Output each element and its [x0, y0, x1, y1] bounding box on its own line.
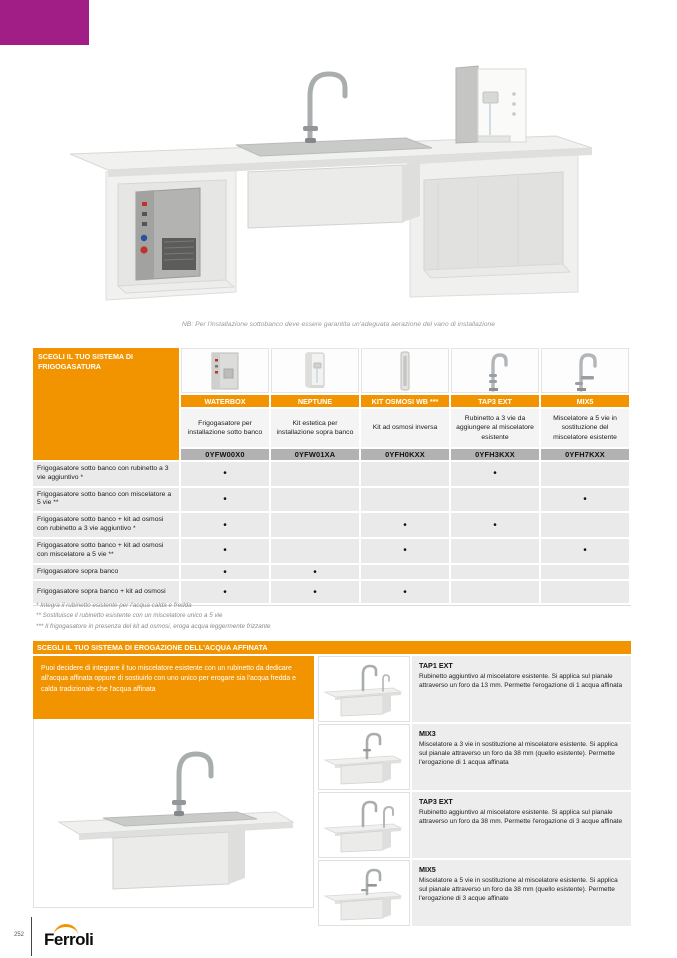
mark-cell: •	[181, 462, 269, 486]
column-waterbox	[181, 348, 269, 460]
mark-cell	[361, 488, 449, 512]
column-description: Rubinetto a 3 vie da aggiungere al miscelatore esistente	[451, 409, 539, 447]
row-label: Frigogasatore sotto banco + kit ad osmosi con rubinetto a 3 vie aggiuntivo *	[33, 513, 179, 537]
tap3-faucet-product-image	[451, 348, 539, 393]
mark-cell: •	[541, 488, 629, 512]
mark-cell: •	[181, 488, 269, 512]
waterbox-product-image	[181, 348, 269, 393]
item-name: MIX3	[419, 729, 436, 738]
sink-mix5-image	[318, 860, 410, 926]
item-name: TAP1 EXT	[419, 661, 453, 670]
column-name: NEPTUNE	[271, 395, 359, 407]
sink-tap1-image	[318, 656, 410, 722]
erogazione-intro: Puoi decidere di integrare il tuo miscelatore esistente con un rubinetto da dedicare all'acqua affinata oppure di sostiuirlo con uno unico per erogare sia l'acqua fredda e calda tradizionale che l'acqua affinata	[33, 656, 314, 719]
mark-cell: •	[361, 581, 449, 603]
erogazione-item-desc	[412, 860, 631, 926]
ferroli-logo	[44, 924, 124, 952]
item-text: Rubinetto aggiuntivo al miscelatore esistente. Si applica sul pianale attraverso un foro da 13 mm. Permette l'erogazione di 1 acqua affinata	[419, 673, 623, 690]
erogazione-item-tap3-ext	[318, 792, 631, 858]
item-text: Miscelatore a 5 vie in sostituzione al miscelatore esistente. Si applica sul pianale attraverso un foro da 38 mm (quello esistente). Permette l'erogazione di 3 acque affinate	[419, 877, 618, 903]
column-code: 0YFH3KXX	[451, 449, 539, 460]
mark-cell: •	[451, 462, 539, 486]
mark-cell	[271, 462, 359, 486]
mark-cell: •	[181, 581, 269, 603]
column-neptune	[271, 348, 359, 460]
mark-cell: •	[361, 513, 449, 537]
column-name: MIX5	[541, 395, 629, 407]
table-row	[33, 488, 631, 512]
item-name: TAP3 EXT	[419, 797, 453, 806]
row-label: Frigogasatore sopra banco + kit ad osmosi	[33, 581, 179, 603]
column-tap3-ext	[451, 348, 539, 460]
erogazione-section	[33, 641, 631, 928]
mark-cell: •	[361, 539, 449, 563]
waterbox-cooler-in-cabinet	[136, 188, 200, 280]
neptune-product-image	[271, 348, 359, 393]
neptune-dispenser-on-counter	[456, 66, 526, 143]
erogazione-item-desc	[412, 724, 631, 790]
sink-mix3-image	[318, 724, 410, 790]
mark-cell	[361, 565, 449, 580]
frigogasatura-table-body	[33, 462, 631, 606]
mark-cell: •	[181, 565, 269, 580]
erogazione-item-desc	[412, 792, 631, 858]
bench-faucet	[303, 74, 345, 143]
mark-cell	[271, 488, 359, 512]
row-label: Frigogasatore sotto banco con miscelatore a 5 vie **	[33, 488, 179, 512]
column-code: 0YFW00X0	[181, 449, 269, 460]
mix5-faucet-product-image	[541, 348, 629, 393]
sink-large-image	[33, 719, 314, 908]
mark-cell	[451, 565, 539, 580]
footnotes	[36, 601, 271, 632]
mark-cell: •	[181, 513, 269, 537]
mark-cell	[361, 462, 449, 486]
ferroli-logo-text: Ferroli	[44, 930, 94, 949]
mark-cell	[451, 539, 539, 563]
sink-tap3-image	[318, 792, 410, 858]
erogazione-item-mix5	[318, 860, 631, 926]
frigogasatura-title: SCEGLI IL TUO SISTEMA DI FRIGOGASATURA	[33, 348, 179, 460]
erogazione-item-mix3	[318, 724, 631, 790]
row-label: Frigogasatore sopra banco	[33, 565, 179, 580]
column-code: 0YFW01XA	[271, 449, 359, 460]
corner-color-tab	[0, 0, 89, 45]
mark-cell: •	[181, 539, 269, 563]
table-row	[33, 565, 631, 580]
column-description: Frigogasatore per installazione sotto banco	[181, 409, 269, 447]
mark-cell: •	[541, 539, 629, 563]
column-description: Kit ad osmosi inversa	[361, 409, 449, 447]
column-code: 0YFH0KXX	[361, 449, 449, 460]
item-text: Rubinetto aggiuntivo al miscelatore esistente. Si applica sul pianale attraverso un foro da 38 mm. Permette l'erogazione di 3 acque affinate	[419, 809, 623, 826]
item-text: Miscelatore a 3 vie in sostituzione al miscelatore esistente. Si applica sul pianale attraverso un foro da 38 mm (quello esistente). Permette l'erogazione di 1 acqua affinata	[419, 741, 618, 767]
row-label: Frigogasatore sotto banco + kit ad osmosi con miscelatore a 5 vie **	[33, 539, 179, 563]
footnote: * Integra il rubinetto esistente per l'acqua calda e fredda	[36, 602, 192, 609]
column-name: TAP3 EXT	[451, 395, 539, 407]
frigogasatura-table	[33, 348, 631, 606]
bench-scene-illustration	[58, 42, 603, 317]
footer-divider	[31, 917, 32, 956]
mark-cell: •	[271, 565, 359, 580]
column-name: KIT OSMOSI WB ***	[361, 395, 449, 407]
frigogasatura-table-header	[33, 348, 631, 460]
mark-cell: •	[271, 581, 359, 603]
row-label: Frigogasatore sotto banco con rubinetto a 3 vie aggiuntivo *	[33, 462, 179, 486]
column-description: Kit estetica per installazione sopra banco	[271, 409, 359, 447]
mark-cell	[271, 539, 359, 563]
mark-cell	[271, 513, 359, 537]
footnote: *** Il frigogasatore in presenza del kit ad osmosi, eroga acqua leggermente frizzante	[36, 622, 271, 630]
mark-cell	[451, 581, 539, 603]
mark-cell	[451, 488, 539, 512]
osmosis-kit-product-image	[361, 348, 449, 393]
column-name: WATERBOX	[181, 395, 269, 407]
footnote: ** Sostituisce il rubinetto esistente con un miscelatore unico a 5 vie	[36, 612, 223, 620]
mark-cell	[541, 581, 629, 603]
mark-cell	[541, 462, 629, 486]
column-description: Miscelatore a 5 vie in sostituzione del miscelatore esistente	[541, 409, 629, 447]
erogazione-item-tap1-ext	[318, 656, 631, 722]
mark-cell	[541, 513, 629, 537]
item-name: MIX5	[419, 865, 436, 874]
table-row	[33, 539, 631, 563]
page-number: 252	[14, 932, 25, 938]
erogazione-title: SCEGLI IL TUO SISTEMA DI EROGAZIONE DELL'ACQUA AFFINATA	[33, 641, 631, 654]
bench-hero-image	[58, 42, 603, 317]
column-mix5	[541, 348, 629, 460]
column-code: 0YFH7KXX	[541, 449, 629, 460]
table-row	[33, 462, 631, 486]
mark-cell	[541, 565, 629, 580]
installation-note: NB: Per l'installazione sottobanco deve essere garantita un'adeguata aerazione del vano di installazione	[181, 321, 496, 328]
erogazione-item-desc	[412, 656, 631, 722]
column-kit-osmosi	[361, 348, 449, 460]
table-row	[33, 513, 631, 537]
mark-cell: •	[451, 513, 539, 537]
